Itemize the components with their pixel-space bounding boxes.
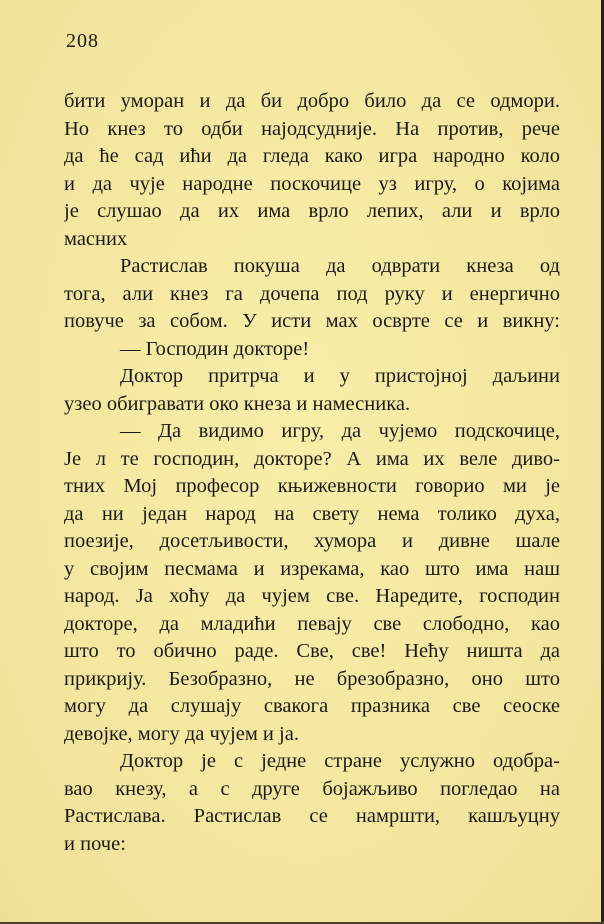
- text-line: — Господин докторе!: [120, 337, 310, 360]
- text-line: што то обично раде. Све, све! Нећу ништа да: [64, 640, 560, 662]
- text-line: је слушао да их има врло лепих, али и врло: [64, 200, 560, 222]
- text-line: Растислава. Растислав се намршти, кашљуцну: [64, 805, 560, 827]
- text-line: масних: [64, 227, 128, 250]
- text-line: народ. Ја хоћу да чујем све. Наредите, господин: [64, 585, 560, 607]
- text-line: повуче за собом. У исти мах осврте се и викну:: [64, 310, 560, 332]
- text-line: Је л те господин, докторе? А има их веле диво-: [64, 447, 560, 470]
- text-line: Доктор притрча и у пристојној даљини: [120, 365, 560, 387]
- text-line: могу да слушају свакога празника све сеоске: [64, 695, 560, 717]
- text-line: девојке, могу да чујем и ја.: [64, 722, 299, 745]
- text-line: и поче:: [64, 832, 126, 855]
- text-line: узео обигравати око кнеза и намесника.: [64, 392, 411, 415]
- text-line: прикрију. Безобразно, не брезобразно, оно што: [64, 667, 560, 690]
- text-line: бити уморан и да би добро било да се одмори.: [64, 90, 560, 112]
- text-line: Доктор је с једне стране услужно одобра-: [120, 750, 560, 772]
- text-line: да ће сад ићи да гледа како игра народно коло: [64, 145, 560, 167]
- text-line: Растислав покуша да одврати кнеза од: [120, 255, 560, 277]
- text-line: тних Мој професор књижевности говорио ми је: [64, 475, 560, 497]
- text-line: докторе, да младићи певају све слободно, као: [64, 612, 560, 635]
- text-line: Но кнез то одби најодсудније. На против, рече: [64, 117, 560, 140]
- text-line: и да чује народне поскочице уз игру, о којима: [64, 172, 560, 195]
- text-line: тога, али кнез га дочепа под руку и енергично: [64, 282, 560, 305]
- text-line: вао кнезу, а с друге бојажљиво погледао на: [64, 777, 560, 800]
- text-line: да ни један народ на свету нема толико духа,: [64, 502, 560, 525]
- text-line: поезије, досетљивости, хумора и дивне шале: [64, 530, 560, 552]
- text-line: у својим песмама и изрекама, као што има наш: [64, 557, 560, 580]
- page-number: 208: [66, 30, 99, 52]
- text-line: — Да видимо игру, да чујемо подскочице,: [120, 420, 560, 442]
- page-text: [64, 88, 560, 858]
